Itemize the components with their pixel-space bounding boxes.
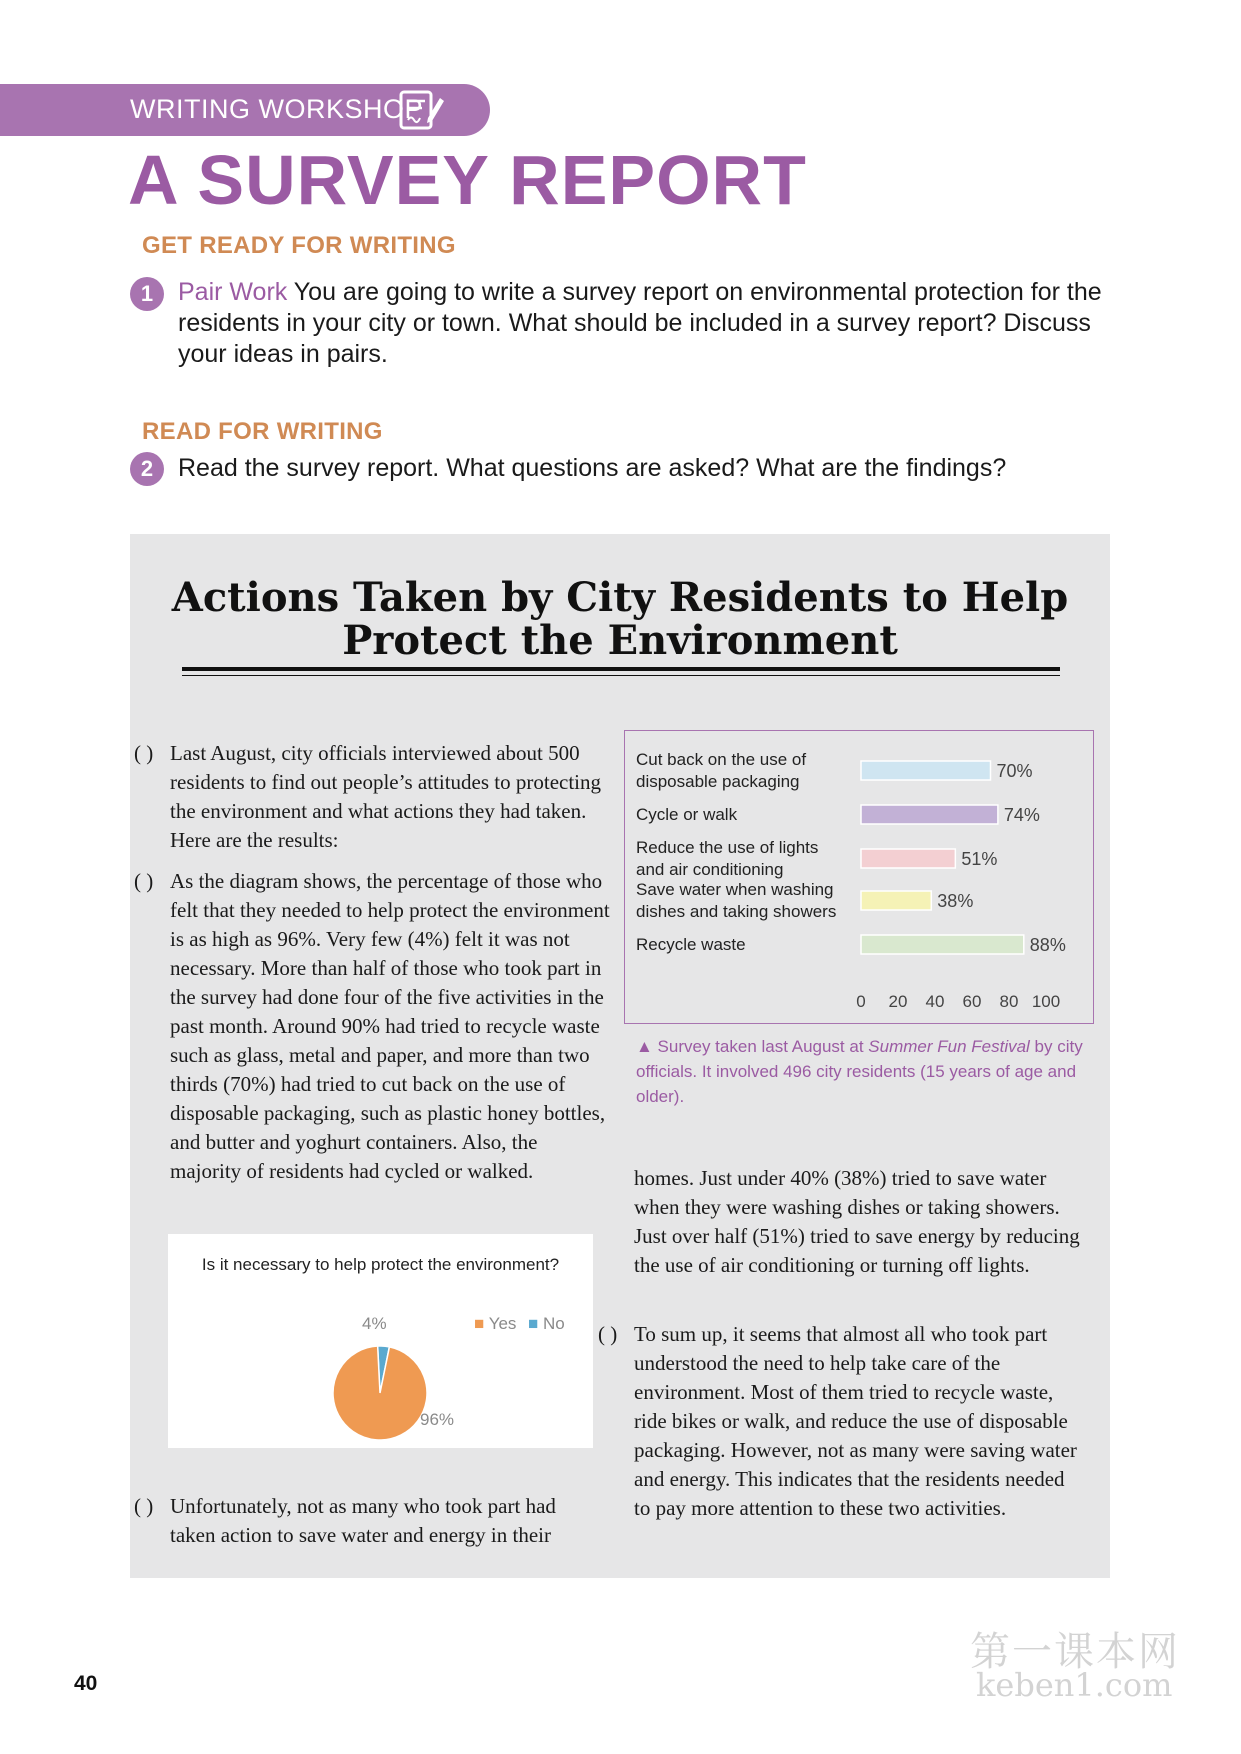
- report-paragraph: Last August, city officials interviewed about 500 residents to find out people’s attitudes to protecting the environment and what actions they had taken. Here are the results:: [170, 741, 602, 852]
- bar-category-label: Cycle or walk: [636, 805, 738, 824]
- bar-category-label: Reduce the use of lights: [636, 838, 819, 857]
- bar-category-label: dishes and taking showers: [636, 902, 837, 921]
- report-paragraph: Unfortunately, not as many who took part had taken action to save water and energy in their: [170, 1494, 556, 1547]
- bar-category-label: and air conditioning: [636, 860, 784, 879]
- bar: [861, 849, 955, 868]
- x-tick-label: 100: [1031, 992, 1061, 1011]
- page-number: 40: [74, 1672, 98, 1695]
- pie-legend-yes: ■ Yes: [474, 1314, 517, 1333]
- x-tick-label: 20: [888, 992, 908, 1011]
- x-tick-label: 60: [962, 992, 982, 1011]
- section-tab-label: WRITING WORKSHOP: [130, 94, 423, 124]
- x-tick-label: 80: [999, 992, 1019, 1011]
- report-title-line: Actions Taken by City Residents to Help: [171, 574, 1069, 621]
- task2-text: Read the survey report. What questions are asked? What are the findings?: [178, 454, 1007, 482]
- bar-value-label: 88%: [1029, 935, 1066, 955]
- answer-bracket[interactable]: ( ): [598, 1322, 618, 1346]
- report-paragraph: homes. Just under 40% (38%) tried to save water when they were washing dishes or taking showers. Just over half (51%) tried to save energy by reducing the use of air conditioning or turning off lights.: [634, 1166, 1080, 1277]
- bar: [861, 935, 1024, 954]
- bar: [861, 761, 991, 780]
- caption-event: Summer Fun Festival: [868, 1037, 1030, 1056]
- task1-text: [178, 277, 1118, 370]
- bar-category-label: Save water when washing: [636, 880, 834, 899]
- pie-legend-no: ■ No: [528, 1314, 565, 1333]
- x-tick-label: 0: [856, 992, 866, 1011]
- title-rule: [182, 667, 1060, 671]
- section-heading-get-ready: GET READY FOR WRITING: [142, 232, 456, 259]
- watermark-url: keben1.com: [976, 1666, 1173, 1704]
- pair-work-label: Pair Work: [178, 278, 288, 306]
- answer-bracket[interactable]: ( ): [134, 741, 154, 765]
- report-paragraph: As the diagram shows, the percentage of those who felt that they needed to help protect the environment is as high as 96%. Very few (4%) felt it was not necessary. More than half of those who took part in the survey had done four of the five activities in the past month. Around 90% had tried to recycle waste such as glass, metal and paper, and more than two thirds (70%) had tried to cut back on the use of disposable packaging, such as plastic honey bottles, and butter and yoghurt containers. Also, the majority of residents had cycled or walked.: [170, 869, 610, 1183]
- report-paragraph: To sum up, it seems that almost all who took part understood the need to help take care of the environment. Most of them tried to recycle waste, ride bikes or walk, and reduce the use of disposable packaging. However, not as many were saving water and energy. This indicates that the residents needed to pay more attention to these two activities.: [634, 1322, 1077, 1520]
- bar-chart: [624, 730, 1094, 1024]
- answer-bracket[interactable]: ( ): [134, 869, 154, 893]
- section-heading-read-for-writing: READ FOR WRITING: [142, 418, 383, 445]
- bar-value-label: 38%: [937, 891, 974, 911]
- caption-text: by city officials. It involved 496 city residents (15 years of age and older).: [636, 1037, 1083, 1106]
- bar: [861, 805, 998, 824]
- page-title: A SURVEY REPORT: [128, 141, 807, 219]
- pie-label-no: 4%: [362, 1314, 387, 1333]
- answer-bracket[interactable]: ( ): [134, 1494, 154, 1518]
- x-tick-label: 40: [925, 992, 945, 1011]
- bar: [861, 891, 931, 910]
- legend-label: Yes: [488, 1314, 517, 1333]
- caption-text: ▲ Survey taken last August at: [636, 1037, 869, 1056]
- watermark: 第一课本网: [970, 1630, 1180, 1674]
- legend-label: No: [543, 1314, 565, 1333]
- bar-value-label: 70%: [996, 761, 1033, 781]
- task-number-badge: 1: [130, 277, 164, 311]
- bar-category-label: Recycle waste: [636, 935, 746, 954]
- pie-chart-title: Is it necessary to help protect the environment?: [201, 1255, 560, 1274]
- bar-value-label: 74%: [1003, 805, 1040, 825]
- title-rule: [182, 675, 1060, 676]
- chart-caption: [636, 1034, 1086, 1109]
- task1-instructions: You are going to write a survey report on environmental protection for the residents in your city or town. What should be included in a survey report? Discuss your ideas in pairs.: [178, 278, 1102, 368]
- bar-category-label: disposable packaging: [636, 772, 800, 791]
- bar-category-label: Cut back on the use of: [636, 750, 807, 769]
- bar-value-label: 51%: [961, 849, 998, 869]
- task-number-badge: 2: [130, 452, 164, 486]
- report-title-line: Protect the Environment: [342, 617, 898, 664]
- pie-label-yes: 96%: [420, 1410, 455, 1429]
- report-title: [130, 576, 1110, 662]
- writing-icon: [398, 88, 446, 134]
